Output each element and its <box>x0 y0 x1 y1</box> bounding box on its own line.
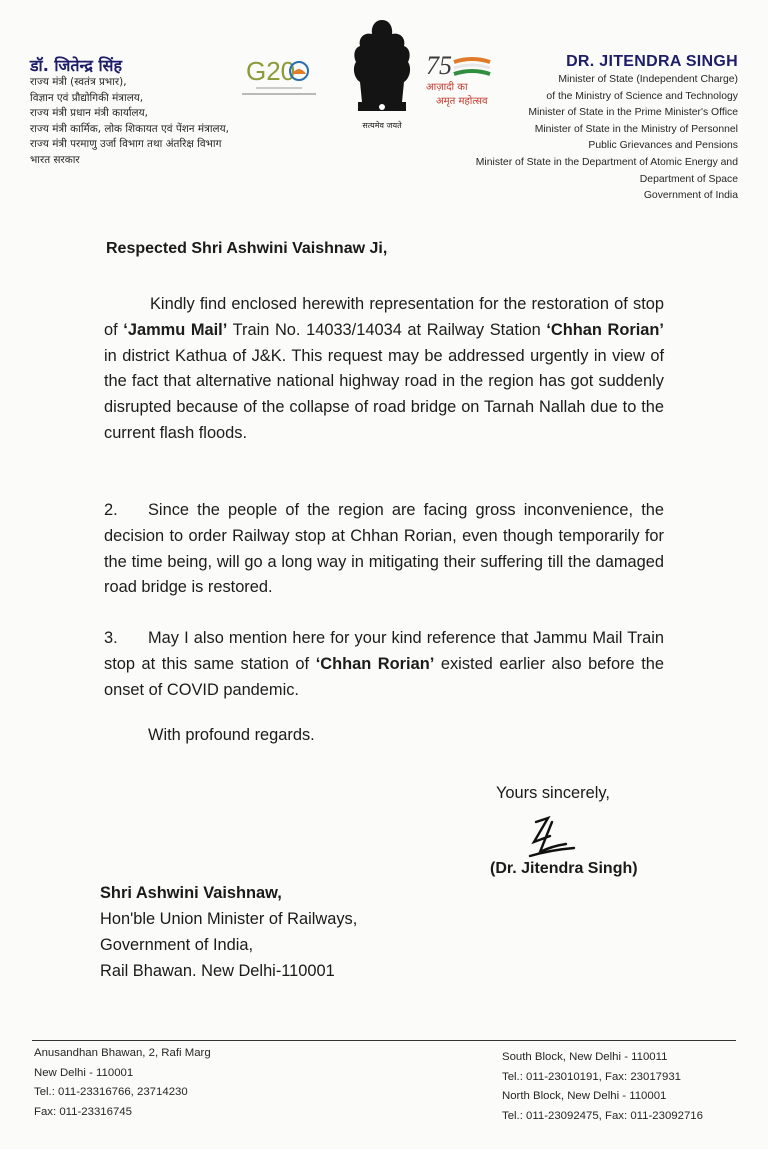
g20-logo-text: G20 <box>246 56 296 86</box>
english-designation-line: Department of Space <box>639 173 738 185</box>
addressee-line: Hon'ble Union Minister of Railways, <box>100 910 358 928</box>
salutation: Respected Shri Ashwini Vaishnaw Ji, <box>106 240 388 257</box>
hindi-designation-line: राज्य मंत्री प्रधान मंत्री कार्यालय, <box>30 107 148 119</box>
minister-name-hindi: डॉ. जितेन्द्र सिंह <box>30 56 122 75</box>
azadi-line-1: आज़ादी का <box>426 82 468 93</box>
azadi-line-2: अमृत महोत्सव <box>436 96 488 107</box>
p2-text: Since the people of the region are facing gross inconvenience, the decision to order Railway stop at Chhan Rorian, even though temporarily for the time being, will go a long way in mitigating their suffering till the damaged road bridge is restored. <box>104 501 664 597</box>
addressee-name: Shri Ashwini Vaishnaw, <box>100 884 282 902</box>
english-designation-line: Public Grievances and Pensions <box>588 140 738 152</box>
paragraph-number: 2. <box>104 501 118 519</box>
hindi-designation-line: भारत सरकार <box>30 153 80 166</box>
hindi-designation-line: राज्य मंत्री परमाणु उर्जा विभाग तथा अंतरिक्ष विभाग <box>30 138 222 150</box>
footer-address-right <box>502 1048 738 1126</box>
signature-icon <box>522 812 582 864</box>
emblem-caption: सत्यमेव जयते <box>362 121 402 130</box>
footer-line: Fax: 011-23316745 <box>34 1105 132 1118</box>
footer-line: South Block, New Delhi - 110011 <box>502 1051 668 1063</box>
footer-line: Tel.: 011-23010191, Fax: 23017931 <box>502 1070 682 1083</box>
footer-line: New Delhi - 110001 <box>34 1066 134 1079</box>
g20-logo-icon <box>236 50 322 110</box>
p1-text-3: in district Kathua of J&K. This request may be addressed urgently in view of the fact that alternative national highway road in the region has got suddenly disrupted because of the collapse of road bridge on Tarnah Nallah due to the current flash floods. <box>104 346 664 442</box>
station-name: ‘Chhan Rorian’ <box>546 320 664 339</box>
footer-line: North Block, New Delhi - 110001 <box>502 1090 667 1102</box>
azadi-number: 75 <box>426 51 452 80</box>
paragraph-number: 3. <box>104 629 118 647</box>
footer-divider <box>32 1040 736 1041</box>
paragraph-3 <box>104 626 664 703</box>
national-emblem-icon <box>344 16 420 134</box>
english-designation-line: Minister of State in the Department of Atomic Energy and <box>475 156 738 168</box>
footer-line: Tel.: 011-23316766, 23714230 <box>34 1086 188 1098</box>
p1-text-1: Kindly find enclosed herewith representation for the restoration of stop of <box>104 295 664 339</box>
addressee-block <box>100 880 357 984</box>
english-designation-line: Minister of State in the Prime Minister's Office <box>528 107 738 119</box>
footer-address-left <box>34 1044 211 1122</box>
hindi-designation-line: राज्य मंत्री कार्मिक, लोक शिकायत एवं पेंशन मंत्रालय, <box>30 122 229 135</box>
closing-line: Yours sincerely, <box>496 784 610 802</box>
regards-line: With profound regards. <box>148 726 315 744</box>
footer-line: Anusandhan Bhawan, 2, Rafi Marg <box>34 1047 211 1059</box>
p3-text-1: May I also mention here for your kind reference that Jammu Mail Train stop at this same station of <box>104 629 664 673</box>
addressee-line: Government of India, <box>100 936 254 954</box>
hindi-designation-line: विज्ञान एवं प्रौद्योगिकी मंत्रालय, <box>30 91 144 104</box>
station-name: ‘Chhan Rorian’ <box>315 654 435 673</box>
english-designation-line: of the Ministry of Science and Technology <box>546 90 738 102</box>
p1-text-2: Train No. 14033/14034 at Railway Station <box>227 320 547 339</box>
paragraph-1 <box>104 292 664 447</box>
hindi-designation-line: राज्य मंत्री (स्वतंत्र प्रभार), <box>30 76 127 88</box>
english-designation-line: Minister of State in the Ministry of Personnel <box>534 123 738 135</box>
p3-text-2: existed earlier also before the onset of COVID pandemic. <box>104 654 664 699</box>
footer-line: Tel.: 011-23092475, Fax: 011-23092716 <box>502 1109 703 1122</box>
train-name: ‘Jammu Mail’ <box>123 320 228 339</box>
letterhead-english <box>438 52 738 205</box>
english-designation-line: Minister of State (Independent Charge) <box>558 74 738 85</box>
paragraph-2 <box>104 498 664 601</box>
signatory-name: (Dr. Jitendra Singh) <box>490 860 638 877</box>
minister-name-english: DR. JITENDRA SINGH <box>566 53 738 70</box>
english-designation-line: Government of India <box>643 190 738 202</box>
addressee-line: Rail Bhawan. New Delhi-110001 <box>100 962 335 980</box>
